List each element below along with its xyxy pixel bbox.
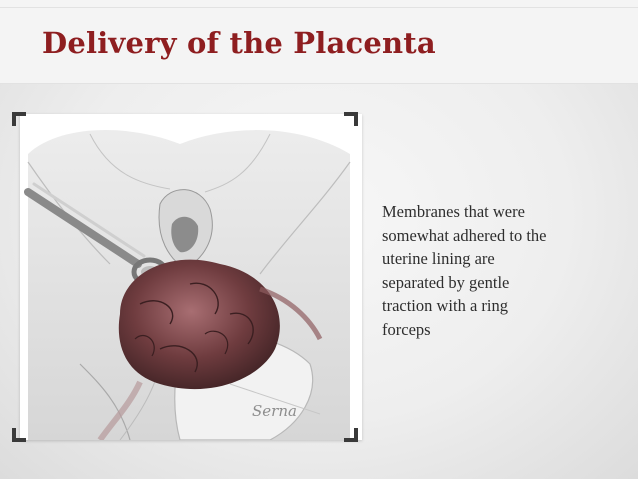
- frame-corner-bottom-right: [344, 428, 358, 442]
- title-band-bottom-rule: [0, 83, 638, 84]
- title-band-top-rule: [0, 7, 638, 8]
- body-line: Membranes that were: [382, 202, 525, 221]
- frame-corner-bottom-left: [12, 428, 26, 442]
- body-line: traction with a ring: [382, 296, 509, 315]
- slide-body-text: [382, 200, 622, 341]
- body-line: separated by gentle: [382, 272, 510, 292]
- frame-corner-top-left: [12, 112, 26, 126]
- body-line: forceps: [382, 319, 431, 339]
- artist-signature: Serna: [252, 402, 297, 420]
- body-line: somewhat adhered to the: [382, 225, 547, 245]
- slide-title: Delivery of the Placenta: [42, 26, 436, 60]
- placenta-delivery-illustration: [20, 114, 362, 440]
- body-line: uterine lining are: [382, 249, 495, 268]
- title-band: [0, 0, 638, 84]
- frame-corner-top-right: [344, 112, 358, 126]
